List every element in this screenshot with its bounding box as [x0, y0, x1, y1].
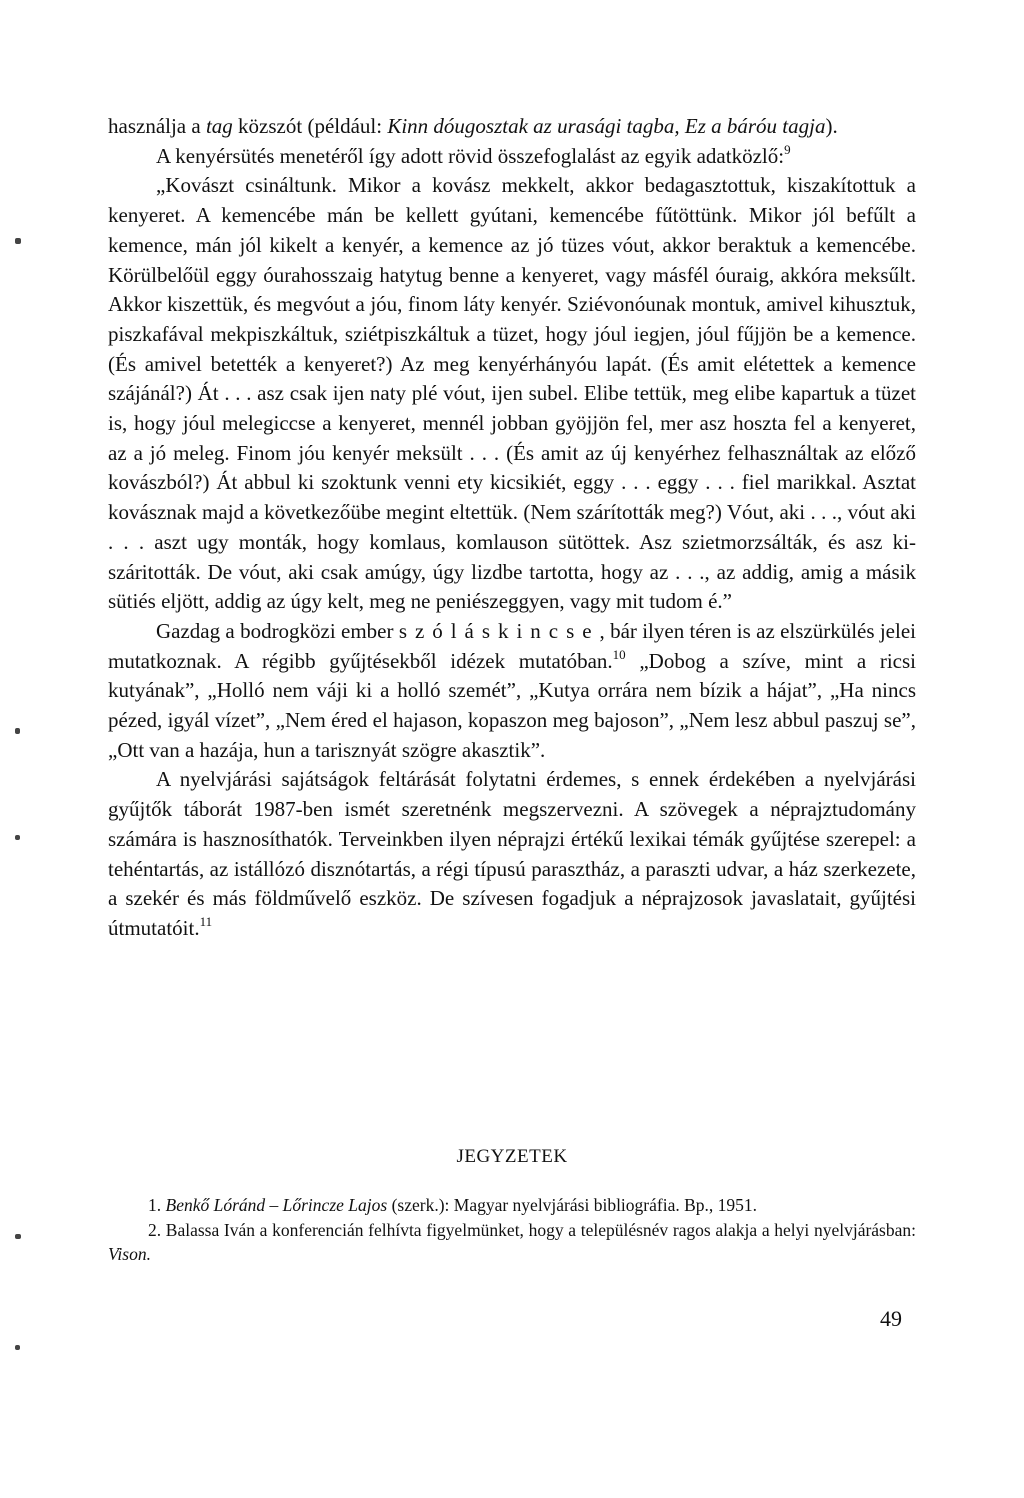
footnote-ref: 9	[784, 141, 791, 157]
margin-mark	[15, 1345, 20, 1350]
text-run: A kenyérsütés menetéről így adott rövid összefoglalást az egyik adatközlő:	[156, 143, 785, 168]
notes-heading: JEGYZETEK	[456, 1146, 568, 1167]
note-text: Balassa Iván a konferencián felhívta figyelmünket, hogy a településnév ragos alakja a helyi nyelvjárásban:	[165, 1220, 916, 1240]
text-run: Gazdag a bodrogközi ember	[156, 618, 399, 643]
paragraph	[108, 617, 916, 766]
notes-list	[108, 1193, 916, 1267]
italic-example: Kinn dóugosztak az urasági tagba, Ez a báróu tagja	[387, 114, 826, 138]
spaced-term: szóláskincse	[398, 618, 600, 643]
note-number: 1.	[148, 1195, 166, 1215]
note-number: 2.	[148, 1220, 166, 1240]
margin-mark	[15, 835, 20, 840]
paragraph	[108, 142, 916, 172]
margin-mark	[15, 1234, 21, 1239]
margin-mark	[15, 238, 21, 244]
note-item	[108, 1193, 916, 1217]
note-item	[108, 1218, 916, 1266]
note-text: (szerk.): Magyar nyelvjárási bibliográfia. Bp., 1951.	[387, 1195, 758, 1215]
footnote-ref: 11	[199, 913, 213, 929]
text-run: „Dobog a szíve, mint a ricsi kutyának”, „Holló nem váji ki a holló szemét”, „Kutya orrára nem bízik a hájat”, „Ha nincs pézed, igyál vízet”, „Nem éred el hajason, kopaszon meg bajoson”, „Nem lesz abbul paszuj se”, „Ott van a hazája, hun a tarisznyát szögre akasztik”.	[108, 648, 916, 762]
paragraph	[108, 765, 916, 943]
italic-term: tag	[205, 114, 233, 138]
text-run: ).	[825, 114, 838, 138]
footnote-ref: 10	[612, 646, 626, 662]
note-authors: Benkő Lóránd – Lőrincze Lajos	[165, 1195, 388, 1215]
margin-mark	[15, 728, 20, 734]
body-text	[108, 112, 916, 944]
text-run: A nyelvjárási sajátságok feltárását folytatni érdemes, s ennek érdekében a nyelvjárási gyűjtők táborát 1987-ben ismét szeretnénk megszervezni. A szövegek a néprajztudomány számára is hasznosíthatók. Terveinkben ilyen néprajzi értékű lexikai témák gyűjtése szerepel: a tehéntartás, az istállózó disznótartás, a régi típusú parasztház, a paraszti udvar, a ház szerkezete, a szekér és más földművelő eszköz. De szívesen fogadjuk a néprajzosok javaslatait, gyűjtési útmutatóit.	[108, 767, 916, 940]
note-place: Vison.	[108, 1244, 151, 1264]
quote-paragraph: „Kovászt csináltunk. Mikor a kovász mekkelt, akkor bedagasztottuk, kiszakítottuk a kenyeret. A kemencébe mán be kellett gyútani, kemencébe fűtöttünk. Mikor jól befűlt a kemence, mán jól kikelt a kenyér, a kemence az jó tüzes vóut, akkor beraktuk a kemencébe. Körülbelőül eggy óurahosszaig hatytug benne a kenyeret, vagy másfél óuraig, akkóra meksűlt. Akkor kiszettük, és megvóut a jóu, finom láty kenyér. Sziévonóunak montuk, amivel kihusztuk, piszkafával mekpiszkáltuk, sziétpiszkáltuk a tüzet, hogy jóul iegjen, jóul fűjjön be a kemence. (És amivel betették a kenyeret?) Az meg kenyérhányóu lapát. (És amit elétettek a kemence szájánál?) Át . . . asz csak ijen naty plé vóut, ijen subel. Elibe tettük, meg elibe kapartuk a tüzet is, hogy jóul melegiccse a kenyeret, mennél jobban gyöjjön fel, mer asz hoszta fel a kenyeret, az a jó meleg. Finom jóu kenyér meksült . . . (És amit az új kenyérhez felhasználtak az előző kovászból?) Át abbul ki szoktunk venni ety kicsikiét, eggy . . . eggy . . . fiel marikkal. Asztat kovásznak majd a következőübe megint eltettük. (Nem szárították meg?) Vóut, aki . . ., vóut aki . . . aszt ugy monták, hogy komlaus, komlauson sütöttek. Asz szietmorzsálták, és asz kiszáritották. De vóut, aki csak amúgy, úgy lizdbe tartotta, hogy az . . ., az addig, amig a másik sütiés eljött, addig az úgy kelt, meg ne peniészeggyen, vagy mit tudom é.”	[108, 173, 916, 614]
page-number: 49	[880, 1306, 902, 1331]
paragraph	[108, 112, 916, 142]
text-run: közszót (például:	[232, 114, 388, 138]
text-run: , bár ilyen téren is az elszürkülés jelei mutatkoznak. A régibb gyűjtésekből idézek mutatóban.	[108, 618, 916, 673]
text-run: használja a	[108, 114, 206, 138]
